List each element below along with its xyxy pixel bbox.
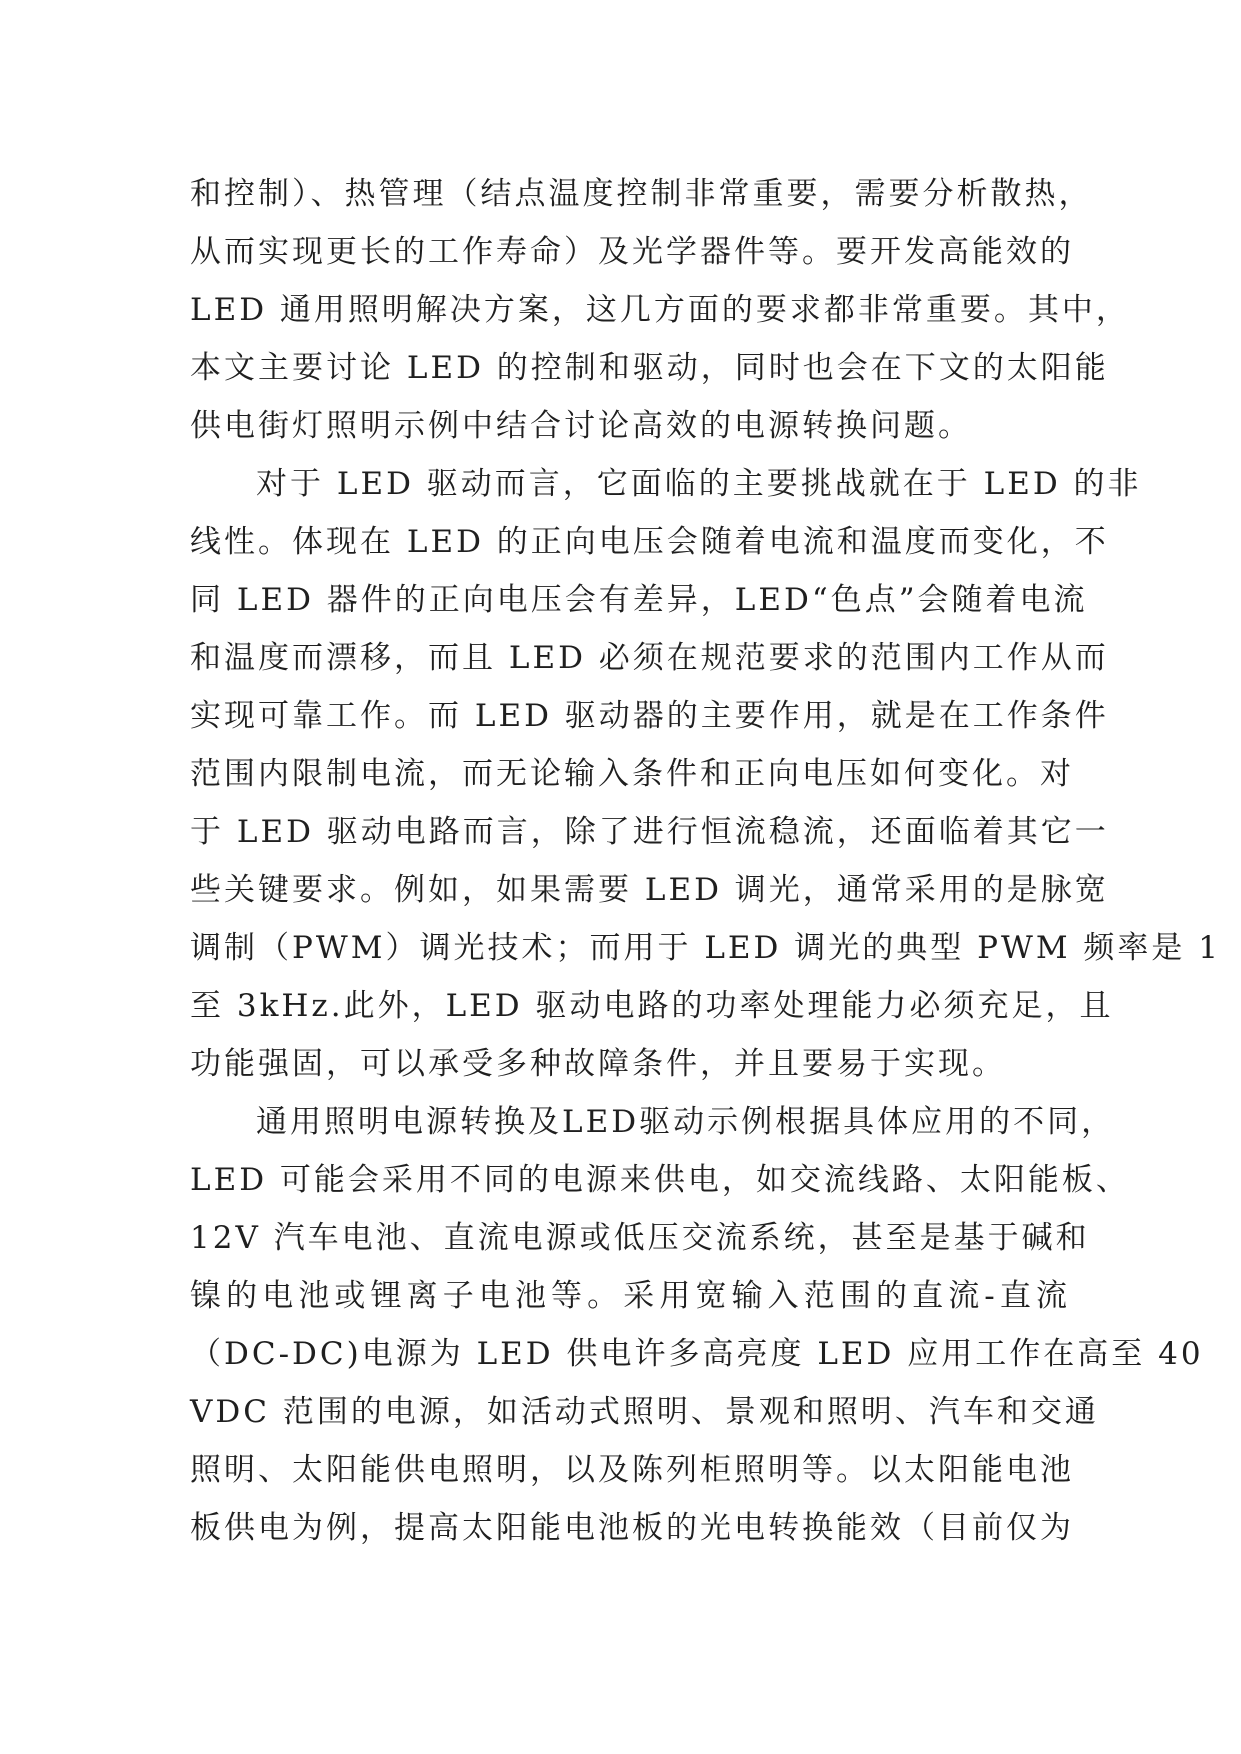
text-line: 照明、太阳能供电照明，以及陈列柜照明等。以太阳能电池 bbox=[190, 1452, 1074, 1488]
text-line: 本文主要讨论 LED 的控制和驱动，同时也会在下文的太阳能 bbox=[190, 350, 1109, 386]
document-body bbox=[190, 165, 1221, 1557]
text-line: 供电街灯照明示例中结合讨论高效的电源转换问题。 bbox=[190, 408, 972, 444]
text-line: （DC-DC)电源为 LED 供电许多高亮度 LED 应用工作在高至 40 bbox=[190, 1336, 1204, 1372]
text-line: 和控制）、热管理（结点温度控制非常重要，需要分析散热， bbox=[190, 176, 1093, 212]
text-line: 和温度而漂移，而且 LED 必须在规范要求的范围内工作从而 bbox=[190, 640, 1109, 676]
paragraph-1 bbox=[190, 165, 1130, 455]
text-line: 至 3kHz.此外，LED 驱动电路的功率处理能力必须充足，且 bbox=[190, 988, 1114, 1024]
text-line: LED 可能会采用不同的电源来供电，如交流线路、太阳能板、 bbox=[190, 1162, 1130, 1198]
text-line: 镍的电池或锂离子电池等。采用宽输入范围的直流-直流 bbox=[190, 1278, 1070, 1314]
paragraph-3 bbox=[190, 1093, 1204, 1557]
text-line: 板供电为例，提高太阳能电池板的光电转换能效（目前仅为 bbox=[190, 1510, 1074, 1546]
text-line: LED 通用照明解决方案，这几方面的要求都非常重要。其中， bbox=[190, 292, 1130, 328]
text-line: 12V 汽车电池、直流电源或低压交流系统，甚至是基于碱和 bbox=[190, 1220, 1090, 1256]
text-line: 通用照明电源转换及LED驱动示例根据具体应用的不同， bbox=[256, 1104, 1116, 1140]
text-line: 实现可靠工作。而 LED 驱动器的主要作用，就是在工作条件 bbox=[190, 698, 1109, 734]
text-line: 对于 LED 驱动而言，它面临的主要挑战就在于 LED 的非 bbox=[256, 466, 1142, 502]
text-line: 线性。体现在 LED 的正向电压会随着电流和温度而变化，不 bbox=[190, 524, 1109, 560]
text-line: 范围内限制电流，而无论输入条件和正向电压如何变化。对 bbox=[190, 756, 1074, 792]
paragraph-2 bbox=[190, 455, 1221, 1093]
text-line: 于 LED 驱动电路而言，除了进行恒流稳流，还面临着其它一 bbox=[190, 814, 1109, 850]
text-line: 同 LED 器件的正向电压会有差异，LED“色点”会随着电流 bbox=[190, 582, 1088, 618]
text-line: 调制（PWM）调光技术；而用于 LED 调光的典型 PWM 频率是 1 bbox=[190, 930, 1221, 966]
text-line: VDC 范围的电源，如活动式照明、景观和照明、汽车和交通 bbox=[190, 1394, 1099, 1430]
text-line: 从而实现更长的工作寿命）及光学器件等。要开发高能效的 bbox=[190, 234, 1074, 270]
text-line: 些关键要求。例如，如果需要 LED 调光，通常采用的是脉宽 bbox=[190, 872, 1109, 908]
text-line: 功能强固，可以承受多种故障条件，并且要易于实现。 bbox=[190, 1046, 1006, 1082]
